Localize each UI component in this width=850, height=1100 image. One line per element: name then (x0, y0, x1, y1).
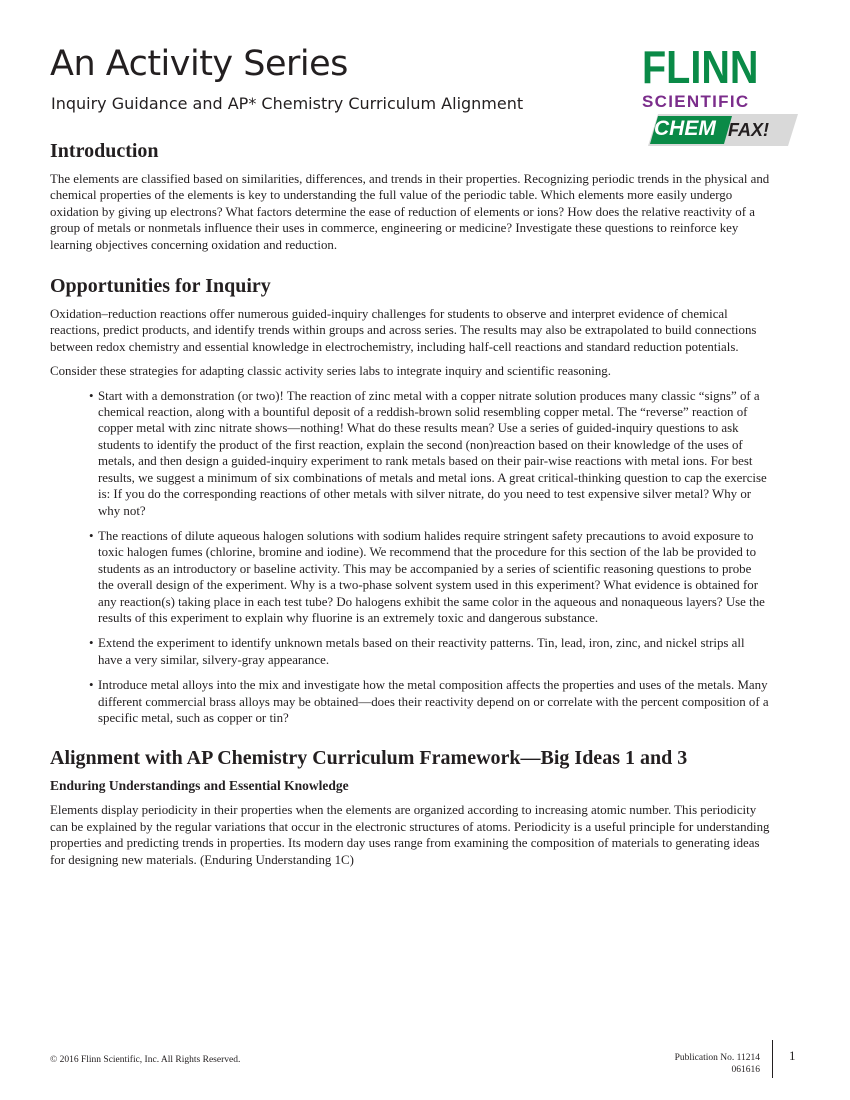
page-title: An Activity Series (50, 44, 348, 84)
footer-copyright: © 2016 Flinn Scientific, Inc. All Rights Reserved. (50, 1055, 241, 1065)
publication-number: Publication No. 11214 (674, 1053, 760, 1063)
flinn-scientific-logo (640, 41, 800, 150)
footer-publication (640, 1052, 760, 1076)
strategy-list (50, 388, 770, 727)
strategy-item-unknown-metals: • Extend the experiment to identify unknown metals based on their reactivity patterns. Tin, lead, iron, zinc, and nickel strips all have a very similar, silvery-gray appearance. (98, 635, 770, 668)
page-subtitle: Inquiry Guidance and AP* Chemistry Curriculum Alignment (51, 94, 524, 113)
footer-divider (772, 1040, 773, 1078)
strategy-item-alloys: • Introduce metal alloys into the mix and investigate how the metal composition affects the properties and uses of the metals. Many different commercial brass alloys may be obtained—does their reactivity depend on or correlate with the percent composition of a specific metal, such as copper or tin? (98, 677, 770, 726)
logo-flinn-text: FLINN (642, 41, 759, 93)
logo-scientific-text: SCIENTIFIC (642, 92, 750, 111)
strategy-item-demonstration: • Start with a demonstration (or two)! The reaction of zinc metal with a copper nitrate solution produces many classic “signs” of a chemical reaction, along with a bountiful deposit of a reddish-brown solid resembling copper metal. The “reverse” reaction of copper metal with zinc nitrate shows—nothing! What do these results mean? Use a series of guided-inquiry questions to ask students to identify the product of the first reaction, explain the second (non)reaction based on their knowledge of the uses of metals, and then design a guided-inquiry experiment to rank metals based on their pair-wise reactions with metal ions. For best results, we suggest a minimum of six combinations of metals and metal ions. A great critical-thinking question to cap the exercise is: If you do the corresponding reactions of other metals with silver nitrate, do you need to test expensive silver metal? Why or why not? (98, 388, 770, 519)
alignment-section (50, 747, 770, 868)
alignment-heading: Alignment with AP Chemistry Curriculum Framework—Big Ideas 1 and 3 (50, 747, 688, 770)
introduction-paragraph: The elements are classified based on similarities, differences, and trends in their properties. Recognizing periodic trends in the physical and chemical properties of the elements is key to understanding the full value of the periodic table. Which elements more easily undergo oxidation by giving up electrons? What factors determine the ease of reduction of elements or ions? How does the relative reactivity of a group of metals or nonmetals influence their uses in commerce, engineering or medicine? Investigate these questions to reinforce key learning objectives concerning oxidation and reduction. (50, 172, 770, 252)
inquiry-paragraph-1: Oxidation–reduction reactions offer numerous guided-inquiry challenges for students to observe and interpret evidence of chemical reactions, predict products, and identify trends within groups and across series. The results may also be extrapolated to build connections between redox chemistry and essential knowledge in electrochemistry, including half-cell reactions and standard reduction potentials. (50, 307, 757, 354)
alignment-paragraph: Elements display periodicity in their properties when the elements are organized according to increasing atomic number. This periodicity can be explained by the regular variations that occur in the electronic structures of atoms. Periodicity is a useful principle for understanding properties and predicting trends in properties. Its modern day uses range from examining the composition of materials to generating ideas for designing new materials. (Enduring Understanding 1C) (50, 803, 770, 867)
alignment-subheading: Enduring Understandings and Essential Knowledge (50, 778, 349, 794)
inquiry-paragraph-2: Consider these strategies for adapting classic activity series labs to integrate inquiry and scientific reasoning. (50, 364, 611, 379)
document-body (50, 140, 770, 868)
inquiry-heading: Opportunities for Inquiry (50, 275, 271, 298)
publication-code: 061616 (731, 1065, 760, 1075)
introduction-section (50, 140, 770, 253)
introduction-heading: Introduction (50, 140, 159, 162)
logo-chem-text: CHEM (654, 117, 716, 140)
inquiry-section (50, 275, 770, 726)
logo-fax-text: FAX! (728, 120, 770, 140)
page-number: 1 (789, 1048, 796, 1063)
strategy-item-halogens: • The reactions of dilute aqueous halogen solutions with sodium halides require stringent safety precautions to avoid exposure to toxic halogen fumes (chlorine, bromine and iodine). We recommend that the procedure for this section of the lab be provided to students as an introductory or baseline activity. This may be accompanied by a series of scientific reasoning questions to probe the overall design of the experiment. Why is a two-phase solvent system used in this experiment? What evidence is obtained for any reaction(s) taking place in each test tube? Do halogens exhibit the same color in the aqueous and nonaqueous layers? Use the results of this experiment to explain why fluorine is an extremely toxic and dangerous substance. (98, 528, 770, 626)
